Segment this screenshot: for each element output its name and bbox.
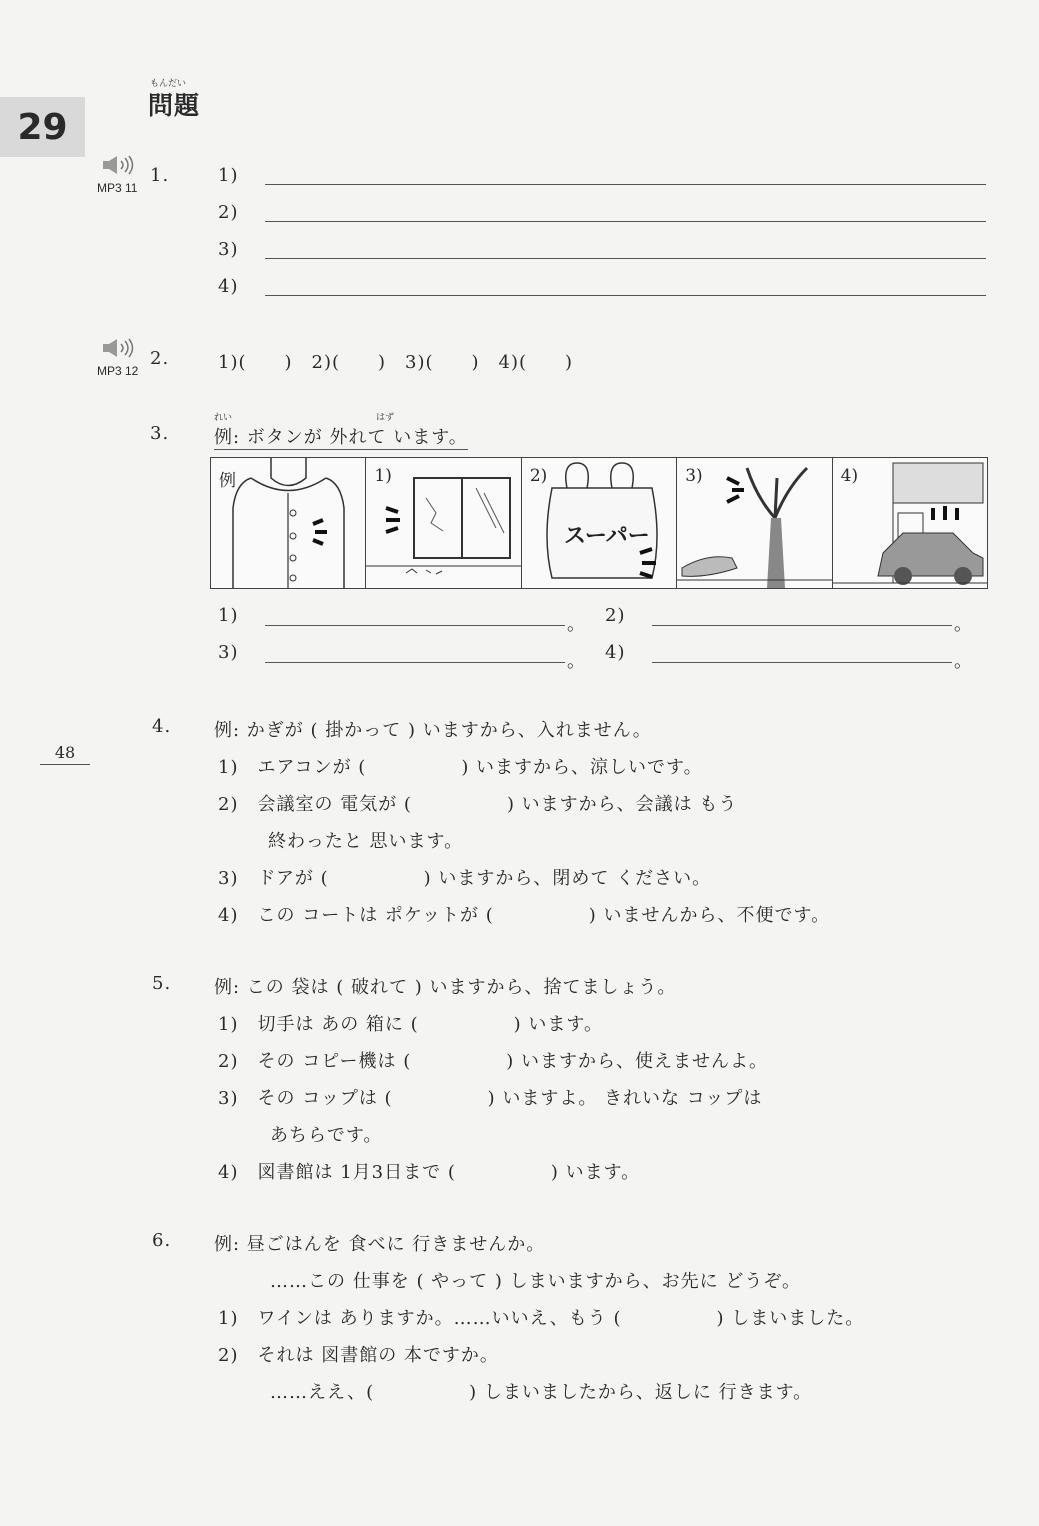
answer-line[interactable]: [265, 295, 986, 296]
answer-line[interactable]: [652, 625, 952, 626]
mp3-track-label: MP3 12: [97, 364, 139, 378]
exercise-item[interactable]: 2) 会議室の 電気が ( ) いますから、会議は もう: [218, 794, 738, 815]
answer-line[interactable]: [265, 221, 986, 222]
picture-panels: [210, 457, 988, 589]
example-sentence: 例: かぎが ( 掛かって ) いますから、入れません。: [214, 720, 652, 741]
sentence-period: 。: [954, 614, 973, 635]
answer-label: 4): [218, 276, 239, 297]
exercise-item-continued: 終わったと 思います。: [268, 831, 464, 852]
exercise-item[interactable]: 1) エアコンが ( ) いますから、涼しいです。: [218, 757, 703, 778]
answer-label: 3): [218, 642, 239, 663]
answer-label: 2): [218, 202, 239, 223]
exercise-item[interactable]: 4) この コートは ポケットが ( ) いませんから、不便です。: [218, 905, 831, 926]
page-number: 48: [40, 743, 90, 765]
panel-label: 3): [685, 466, 703, 486]
exercise-item[interactable]: 1) ワインは ありますか。……いいえ、もう ( ) しまいました。: [218, 1308, 865, 1329]
example-response: ……この 仕事を ( やって ) しまいますから、お先に どうぞ。: [270, 1271, 802, 1292]
question-number: 1.: [150, 165, 170, 186]
answer-label: 1): [218, 605, 239, 626]
ruby-text: れい: [214, 413, 233, 423]
question-number: 3.: [150, 423, 170, 444]
panel-3: [677, 458, 832, 588]
panel-1: [366, 458, 521, 588]
question-number: 6.: [152, 1230, 172, 1251]
panel-label: 例: [219, 471, 236, 491]
lesson-number: 29: [0, 97, 85, 157]
exercise-item[interactable]: 2) その コピー機は ( ) いますから、使えませんよ。: [218, 1051, 768, 1072]
exercise-item[interactable]: 4) 図書館は 1月3日まで ( ) います。: [218, 1162, 641, 1183]
exercise-item[interactable]: 1) 切手は あの 箱に ( ) います。: [218, 1014, 603, 1035]
answer-line[interactable]: [265, 625, 565, 626]
speaker-icon[interactable]: [101, 337, 141, 359]
answer-line[interactable]: [265, 184, 986, 185]
panel-label: 1): [374, 466, 392, 486]
panel-2: [522, 458, 677, 588]
answer-line[interactable]: [652, 662, 952, 663]
sentence-period: 。: [954, 651, 973, 672]
answer-line[interactable]: [265, 258, 986, 259]
question-number: 4.: [152, 716, 172, 737]
answer-blanks[interactable]: 1)( ) 2)( ) 3)( ) 4)( ): [218, 352, 574, 373]
answer-label: 4): [605, 642, 626, 663]
speaker-icon[interactable]: [101, 154, 141, 176]
bag-text: スーパー: [563, 524, 650, 549]
panel-4: [833, 458, 987, 588]
ruby-text: はず: [376, 413, 395, 423]
panel-label: 4): [840, 466, 859, 486]
panel-label: 2): [529, 466, 548, 486]
title-ruby: もんだい: [150, 79, 187, 89]
exercise-item-continued: あちらです。: [270, 1125, 383, 1146]
exercise-item-response[interactable]: ……ええ、( ) しまいましたから、返しに 行きます。: [270, 1382, 813, 1403]
exercise-item[interactable]: 3) ドアが ( ) いますから、閉めて ください。: [218, 868, 712, 889]
answer-label: 1): [218, 165, 239, 186]
answer-line[interactable]: [265, 662, 565, 663]
sentence-period: 。: [567, 614, 586, 635]
page-title: 問題: [148, 91, 201, 120]
example-sentence: 例: ボタンが 外れて います。: [214, 423, 468, 450]
example-sentence: 例: 昼ごはんを 食べに 行きませんか。: [214, 1234, 546, 1255]
panel-example: [211, 458, 366, 588]
exercise-item: 2) それは 図書館の 本ですか。: [218, 1345, 499, 1366]
sentence-period: 。: [567, 651, 586, 672]
question-number: 2.: [150, 348, 170, 369]
question-number: 5.: [152, 973, 172, 994]
mp3-track-label: MP3 11: [97, 181, 138, 195]
exercise-item[interactable]: 3) その コップは ( ) いますよ。 きれいな コップは: [218, 1088, 763, 1109]
example-sentence: 例: この 袋は ( 破れて ) いますから、捨てましょう。: [214, 977, 677, 998]
answer-label: 3): [218, 239, 239, 260]
answer-label: 2): [605, 605, 626, 626]
